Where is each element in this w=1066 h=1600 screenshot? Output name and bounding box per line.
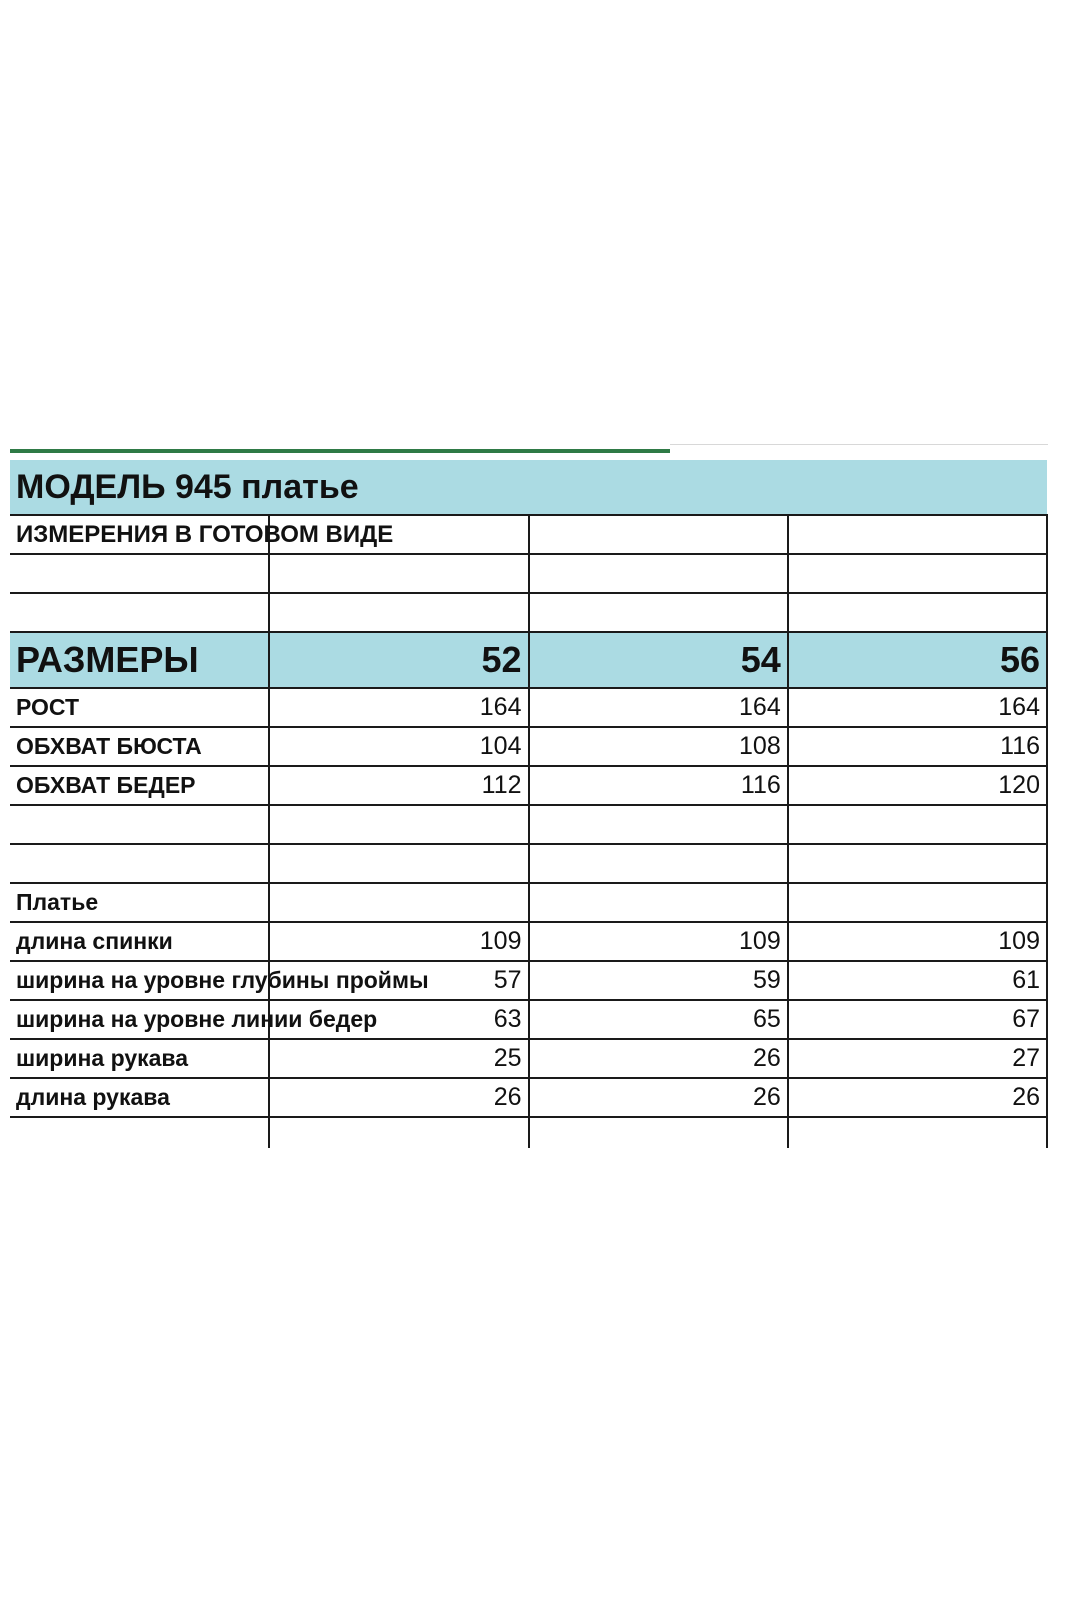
measurement-value[interactable]: 63	[269, 1000, 528, 1039]
empty-cell[interactable]	[529, 593, 788, 632]
empty-cell[interactable]	[788, 805, 1047, 844]
empty-cell[interactable]	[788, 515, 1047, 554]
empty-cell[interactable]	[529, 844, 788, 883]
measurement-row	[10, 922, 1047, 961]
measurement-label[interactable]: длина спинки	[10, 922, 269, 961]
empty-row	[10, 554, 1047, 593]
empty-cell[interactable]	[10, 844, 269, 883]
empty-cell[interactable]	[788, 883, 1047, 922]
measurement-value[interactable]: 120	[788, 766, 1047, 805]
measurement-label[interactable]: ширина на уровне линии бедер	[10, 1000, 269, 1039]
measurement-value[interactable]: 112	[269, 766, 528, 805]
sizes-label[interactable]: РАЗМЕРЫ	[10, 632, 269, 688]
empty-cell[interactable]	[788, 844, 1047, 883]
measurement-value[interactable]: 26	[529, 1078, 788, 1117]
measurement-label[interactable]: ОБХВАТ БЮСТА	[10, 727, 269, 766]
empty-cell[interactable]	[269, 883, 528, 922]
empty-row	[10, 805, 1047, 844]
measurement-row	[10, 766, 1047, 805]
empty-cell[interactable]	[10, 1117, 269, 1148]
size-cell[interactable]: 52	[269, 632, 528, 688]
title-row	[10, 460, 1047, 515]
measurement-value[interactable]: 59	[529, 961, 788, 1000]
empty-cell[interactable]	[10, 554, 269, 593]
measurement-value[interactable]: 164	[788, 688, 1047, 727]
measurement-value[interactable]: 26	[788, 1078, 1047, 1117]
empty-cell[interactable]	[269, 554, 528, 593]
measurement-row	[10, 1078, 1047, 1117]
measurement-value[interactable]: 109	[788, 922, 1047, 961]
size-cell[interactable]: 56	[788, 632, 1047, 688]
measurement-label[interactable]: ширина рукава	[10, 1039, 269, 1078]
empty-cell[interactable]	[788, 1117, 1047, 1148]
size-cell[interactable]: 54	[529, 632, 788, 688]
measurement-value[interactable]: 108	[529, 727, 788, 766]
empty-cell[interactable]	[10, 593, 269, 632]
empty-cell[interactable]	[269, 805, 528, 844]
size-chart-table	[10, 460, 1048, 1148]
measurement-value[interactable]: 109	[529, 922, 788, 961]
measurement-row	[10, 727, 1047, 766]
empty-row	[10, 844, 1047, 883]
measurement-value[interactable]: 164	[529, 688, 788, 727]
measurement-row	[10, 961, 1047, 1000]
empty-cell[interactable]	[269, 593, 528, 632]
model-title[interactable]: МОДЕЛЬ 945 платье	[10, 460, 1047, 515]
measurement-value[interactable]: 61	[788, 961, 1047, 1000]
empty-cell[interactable]	[269, 1117, 528, 1148]
measurement-label[interactable]: ОБХВАТ БЕДЕР	[10, 766, 269, 805]
measurement-value[interactable]: 109	[269, 922, 528, 961]
empty-cell[interactable]	[10, 805, 269, 844]
empty-cell[interactable]	[269, 844, 528, 883]
measurement-value[interactable]: 116	[788, 727, 1047, 766]
measurement-value[interactable]: 67	[788, 1000, 1047, 1039]
section-row	[10, 883, 1047, 922]
empty-cell[interactable]	[529, 1117, 788, 1148]
sizes-row	[10, 632, 1047, 688]
measurement-value[interactable]: 104	[269, 727, 528, 766]
measurement-value[interactable]: 26	[529, 1039, 788, 1078]
measurement-row	[10, 688, 1047, 727]
empty-cell[interactable]	[529, 883, 788, 922]
measurement-value[interactable]: 57	[269, 961, 528, 1000]
subtitle-row	[10, 515, 1047, 554]
measurement-label[interactable]: ширина на уровне глубины проймы	[10, 961, 269, 1000]
measurement-row	[10, 1000, 1047, 1039]
empty-cell[interactable]	[529, 515, 788, 554]
empty-row	[10, 593, 1047, 632]
empty-cell[interactable]	[788, 554, 1047, 593]
measurement-row	[10, 1039, 1047, 1078]
measurement-value[interactable]: 116	[529, 766, 788, 805]
measurement-value[interactable]: 164	[269, 688, 528, 727]
measurements-subtitle[interactable]: ИЗМЕРЕНИЯ В ГОТОВОМ ВИДЕ	[10, 515, 269, 554]
measurement-value[interactable]: 26	[269, 1078, 528, 1117]
gridline	[670, 444, 1048, 445]
measurement-value[interactable]: 65	[529, 1000, 788, 1039]
measurement-label[interactable]: РОСТ	[10, 688, 269, 727]
empty-cell[interactable]	[529, 805, 788, 844]
measurement-value[interactable]: 27	[788, 1039, 1047, 1078]
section-label[interactable]: Платье	[10, 883, 269, 922]
active-cell-indicator	[10, 449, 670, 453]
empty-cell[interactable]	[529, 554, 788, 593]
empty-cell[interactable]	[788, 593, 1047, 632]
measurement-label[interactable]: длина рукава	[10, 1078, 269, 1117]
empty-row	[10, 1117, 1047, 1148]
measurement-value[interactable]: 25	[269, 1039, 528, 1078]
